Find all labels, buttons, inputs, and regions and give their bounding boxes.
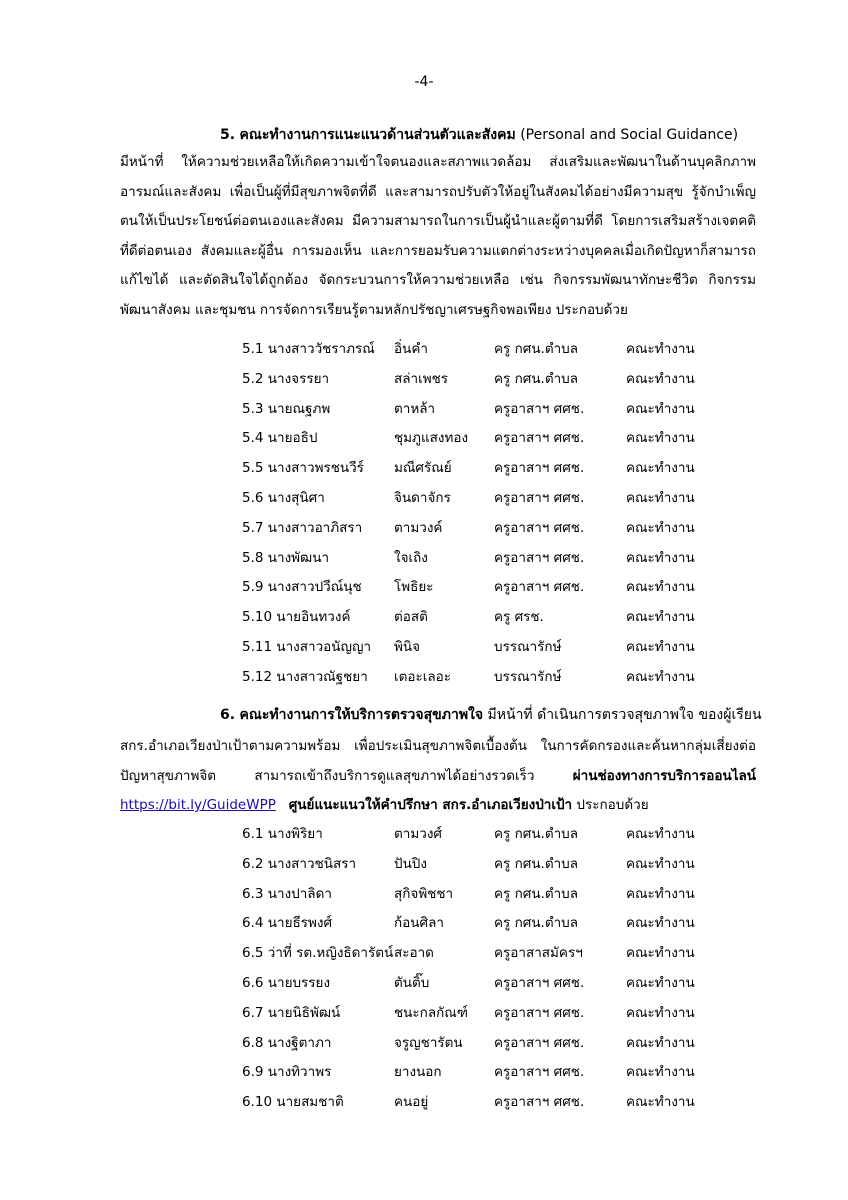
- member-name: 5.2 นางจรรยา: [242, 370, 330, 387]
- member-role: คณะทำงาน: [626, 826, 695, 842]
- member-name: 6.2 นางสาวชนิสรา: [242, 855, 357, 872]
- member-name: 5.12 นางสาวณัฐชยา: [242, 668, 368, 685]
- member-position: ครูอาสาฯ ศศช.: [494, 549, 585, 566]
- member-name: 5.8 นางพัฒนา: [242, 549, 330, 566]
- member-row: [0, 397, 848, 419]
- member-role: คณะทำงาน: [626, 370, 695, 387]
- member-row: [0, 911, 848, 933]
- member-name: 5.10 นายอินทวงค์: [242, 609, 351, 626]
- section5-title-en: (Personal and Social Guidance): [520, 127, 739, 143]
- member-position: ครูอาสาฯ ศศช.: [494, 400, 585, 417]
- member-lastname: มณีศรัณย์: [394, 460, 452, 477]
- member-lastname: ก้อนศิลา: [394, 915, 444, 932]
- member-position: บรรณารักษ์: [494, 639, 562, 655]
- member-lastname: ตามวงค์: [394, 519, 443, 536]
- member-role: คณะทำงาน: [626, 668, 695, 685]
- member-lastname: จินดาจักร: [394, 490, 451, 506]
- member-position: ครูอาสาฯ ศศช.: [494, 519, 585, 536]
- member-lastname: ใจเถิง: [394, 549, 428, 566]
- member-row: [0, 1060, 848, 1082]
- paragraph-line: แก้ไขได้ และตัดสินใจได้ถูกต้อง จัดกระบวนการให้ความช่วยเหลือ เช่น กิจกรรมพัฒนาทักษะชีวิต กิจกรรม: [120, 272, 756, 289]
- member-name: 5.4 นายอธิป: [242, 430, 318, 447]
- center-name: ศูนย์แนะแนวให้คำปรึกษา สกร.อำเภอเวียงป่าเป้า: [288, 797, 573, 814]
- section6-heading: [220, 704, 780, 726]
- member-lastname: จรูญชารัตน: [394, 1034, 463, 1051]
- paragraph-line: พัฒนาสังคม และชุมชน การจัดการเรียนรู้ตามหลักปรัชญาเศรษฐกิจพอเพียง ประกอบด้วย: [120, 301, 628, 318]
- member-role: คณะทำงาน: [626, 490, 695, 506]
- member-row: [0, 546, 848, 568]
- paragraph-line: มีหน้าที่ ให้ความช่วยเหลือให้เกิดความเข้าใจตนองและสภาพแวดล้อม ส่งเสริมและพัฒนาในด้านบุคลิกภาพ: [120, 154, 756, 170]
- section5-paragraph: [120, 148, 756, 326]
- member-row: [0, 1090, 848, 1112]
- member-role: คณะทำงาน: [626, 1094, 695, 1111]
- paragraph-line: สกร.อำเภอเวียงป่าเป้าตามความพร้อม เพื่อประเมินสุขภาพจิตเบื้องต้น ในการคัดกรองและค้นหากลุ่มเสี่ยงต่อ: [120, 738, 756, 754]
- member-name: 6.6 นายบรรยง: [242, 975, 331, 991]
- member-role: คณะทำงาน: [626, 1004, 695, 1021]
- section6-intro: มีหน้าที่ ดำเนินการตรวจสุขภาพใจ ของผู้เรียน: [487, 707, 762, 723]
- member-position: บรรณารักษ์: [494, 668, 562, 685]
- member-name: 5.3 นายณฐภพ: [242, 400, 331, 417]
- page-number: -4-: [414, 74, 434, 90]
- member-position: ครูอาสาฯ ศศช.: [494, 1004, 585, 1021]
- member-position: ครู ศรช.: [494, 609, 544, 626]
- section6-title: คณะทำงานการให้บริการตรวจสุขภาพใจ: [239, 707, 484, 723]
- member-role: คณะทำงาน: [626, 885, 695, 902]
- guide-link[interactable]: https://bit.ly/GuideWPP: [120, 797, 276, 814]
- member-name: 5.6 นางสุนิศา: [242, 490, 325, 506]
- member-name: 5.9 นางสาวปวีณ์นุช: [242, 579, 362, 596]
- member-position: ครู กศน.ตำบล: [494, 855, 579, 872]
- member-name: 5.11 นางสาวอนัญญา: [242, 639, 372, 655]
- member-position: ครู กศน.ตำบล: [494, 885, 579, 902]
- member-role: คณะทำงาน: [626, 855, 695, 872]
- member-position: ครูอาสาฯ ศศช.: [494, 460, 585, 477]
- section5-heading: [220, 124, 780, 146]
- member-lastname: ตามวงศ์: [394, 826, 442, 842]
- member-lastname: สล่าเพชร: [394, 370, 449, 387]
- member-role: คณะทำงาน: [626, 460, 695, 477]
- member-position: ครูอาสาฯ ศศช.: [494, 1064, 585, 1081]
- member-row: [0, 367, 848, 389]
- member-lastname: ตาหล้า: [394, 400, 436, 417]
- member-position: ครู กศน.ตำบล: [494, 341, 579, 357]
- member-lastname: โพธิยะ: [394, 579, 434, 596]
- member-name: 6.7 นายนิธิพัฒน์: [242, 1004, 341, 1021]
- member-role: คณะทำงาน: [626, 400, 695, 417]
- member-row: [0, 635, 848, 657]
- section6-line3-text: ปัญหาสุขภาพจิต สามารถเข้าถึงบริการดูแลสุขภาพได้อย่างรวดเร็ว: [120, 767, 535, 784]
- member-lastname: พินิจ: [394, 639, 421, 655]
- member-role: คณะทำงาน: [626, 639, 695, 655]
- member-position: ครูอาสาฯ ศศช.: [494, 430, 585, 447]
- member-row: [0, 1031, 848, 1053]
- member-position: ครูอาสาฯ ศศช.: [494, 1094, 585, 1111]
- section5-title: คณะทำงานการแนะแนวด้านส่วนตัวและสังคม: [239, 127, 516, 143]
- member-row: [0, 882, 848, 904]
- member-lastname: ชนะกลกัณฑ์: [394, 1004, 468, 1021]
- member-role: คณะทำงาน: [626, 915, 695, 932]
- member-role: คณะทำงาน: [626, 341, 695, 357]
- paragraph-line: ที่ดีต่อตนเอง สังคมและผู้อื่น การมองเห็น และการยอมรับความแตกต่างระหว่างบุคคลเมื่อเกิดปัญหาก็สามารถ: [120, 242, 756, 259]
- member-position: ครู กศน.ตำบล: [494, 370, 579, 387]
- member-role: คณะทำงาน: [626, 945, 695, 962]
- member-lastname: สะอาด: [394, 945, 434, 962]
- member-row: [0, 516, 848, 538]
- member-lastname: ชุมภูแสงทอง: [394, 430, 469, 447]
- section6-number: 6.: [220, 707, 236, 723]
- member-position: ครูอาสาฯ ศศช.: [494, 975, 585, 991]
- member-lastname: ยางนอก: [394, 1064, 442, 1081]
- paragraph-line: อารมณ์และสังคม เพื่อเป็นผู้ที่มีสุขภาพจิตที่ดี และสามารถปรับตัวให้อยู่ในสังคมได้อย่างมีความสุข รู้จักบำเพ็ญ: [120, 183, 756, 200]
- member-row: [0, 337, 848, 359]
- member-name: 5.7 นางสาวอาภิสรา: [242, 519, 363, 536]
- member-lastname: คนอยู่: [394, 1094, 429, 1111]
- member-name: 6.4 นายธีรพงศ์: [242, 915, 333, 932]
- section6-paragraph: [120, 732, 756, 821]
- member-role: คณะทำงาน: [626, 579, 695, 596]
- member-lastname: อิ่นคำ: [394, 341, 428, 357]
- member-position: ครูอาสาสมัครฯ: [494, 945, 583, 962]
- member-name: 6.3 นางปาลิดา: [242, 885, 332, 902]
- paragraph-line: [120, 791, 756, 821]
- member-name: 6.5 ว่าที่ รต.หญิงธิดารัตน์: [242, 945, 394, 962]
- member-position: ครู กศน.ตำบล: [494, 915, 579, 932]
- member-name: 5.5 นางสาวพรชนวีร์: [242, 460, 364, 477]
- member-row: [0, 605, 848, 627]
- member-lastname: ต่อสติ: [394, 609, 428, 626]
- section5-number: 5.: [220, 127, 236, 143]
- member-lastname: ปันปิง: [394, 855, 427, 872]
- member-position: ครูอาสาฯ ศศช.: [494, 490, 585, 506]
- member-position: ครูอาสาฯ ศศช.: [494, 579, 585, 596]
- member-row: [0, 971, 848, 993]
- member-role: คณะทำงาน: [626, 609, 695, 626]
- section6-line3-bold: ผ่านช่องทางการบริการออนไลน์: [572, 767, 756, 784]
- member-row: [0, 1001, 848, 1023]
- member-row: [0, 941, 848, 963]
- member-name: 6.8 นางฐิตาภา: [242, 1034, 332, 1051]
- member-lastname: เตอะเลอะ: [394, 668, 451, 685]
- member-role: คณะทำงาน: [626, 430, 695, 447]
- member-name: 5.1 นางสาววัชราภรณ์: [242, 341, 375, 357]
- member-role: คณะทำงาน: [626, 1034, 695, 1051]
- member-row: [0, 486, 848, 508]
- member-row: [0, 665, 848, 687]
- member-row: [0, 852, 848, 874]
- member-position: ครูอาสาฯ ศศช.: [494, 1034, 585, 1051]
- member-role: คณะทำงาน: [626, 1064, 695, 1081]
- section6-ending: ประกอบด้วย: [576, 797, 649, 814]
- member-name: 6.1 นางพิริยา: [242, 826, 323, 842]
- paragraph-line: [120, 762, 756, 792]
- member-lastname: สุกิจพิชชา: [394, 885, 454, 902]
- member-role: คณะทำงาน: [626, 549, 695, 566]
- member-row: [0, 456, 848, 478]
- member-name: 6.9 นางทิวาพร: [242, 1064, 332, 1081]
- member-row: [0, 426, 848, 448]
- member-role: คณะทำงาน: [626, 975, 695, 991]
- member-position: ครู กศน.ตำบล: [494, 826, 579, 842]
- member-row: [0, 575, 848, 597]
- member-row: [0, 822, 848, 844]
- member-name: 6.10 นายสมชาติ: [242, 1094, 344, 1111]
- member-lastname: ตันติ๊บ: [394, 975, 430, 991]
- paragraph-line: ตนให้เป็นประโยชน์ต่อตนเองและสังคม มีความสามารถในการเป็นผู้นำและผู้ตามที่ดี โดยการเสริมสร้างเจตคติ: [120, 213, 756, 230]
- member-role: คณะทำงาน: [626, 519, 695, 536]
